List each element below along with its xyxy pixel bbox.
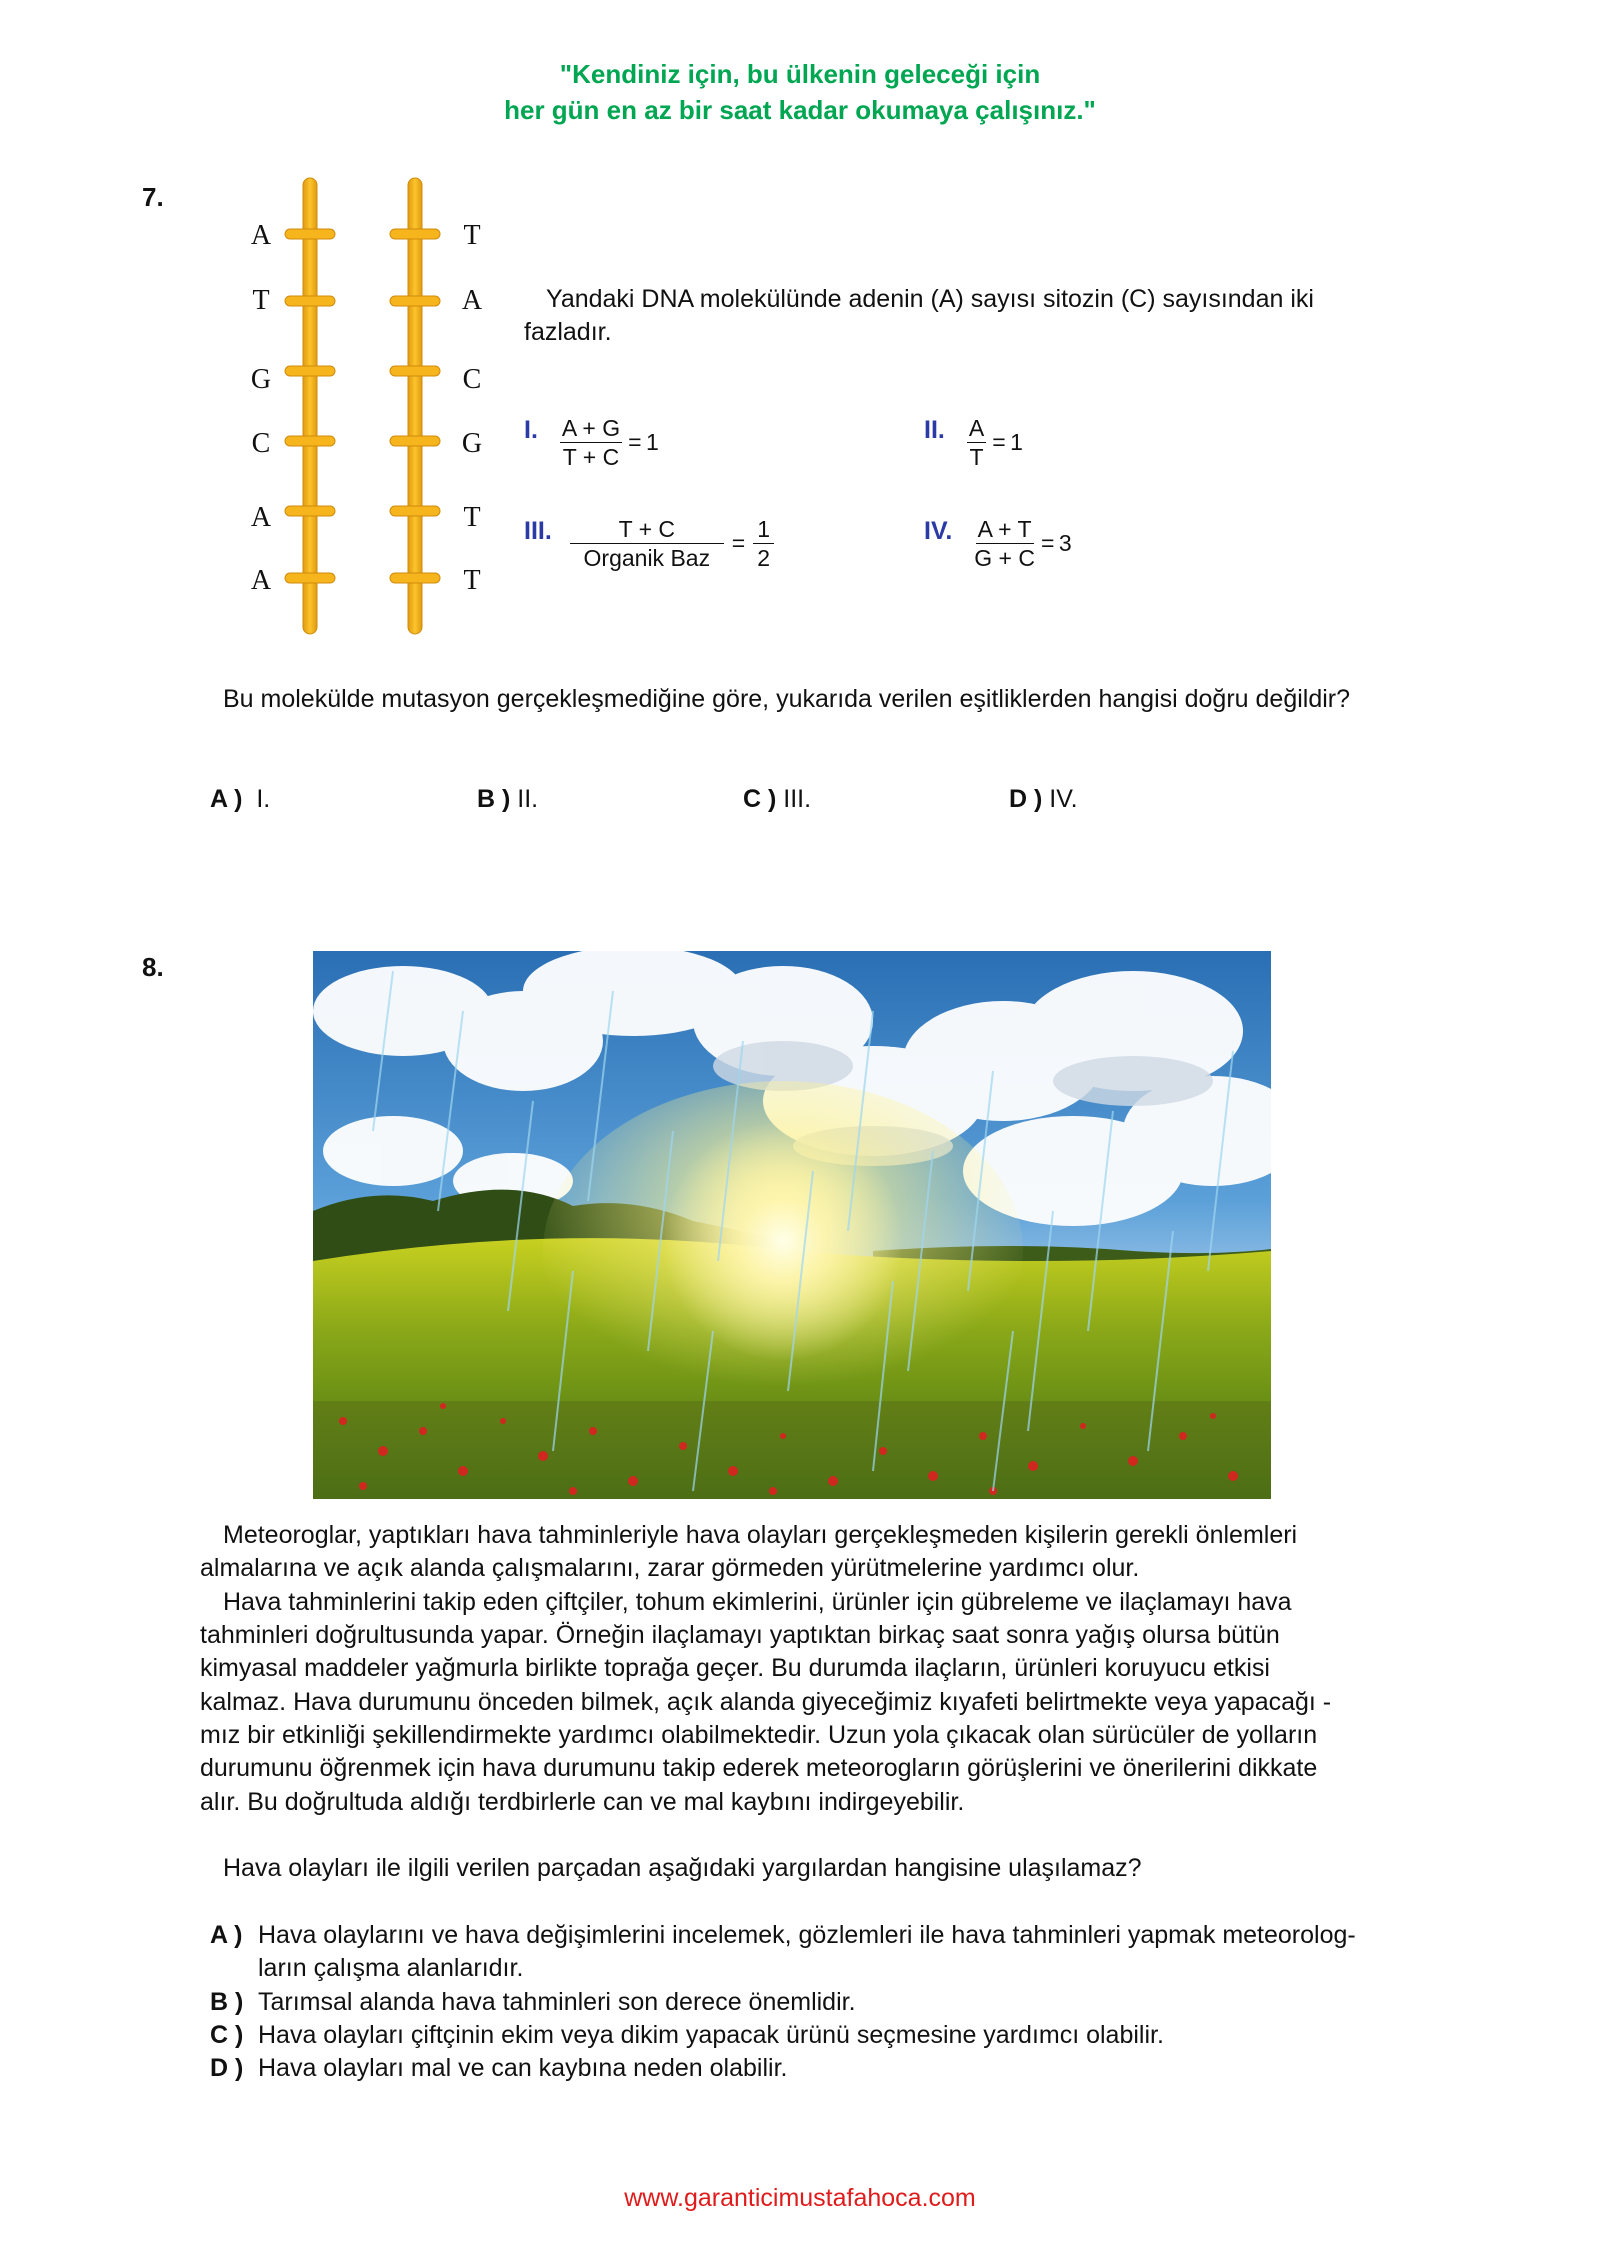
q8-question: Hava olayları ile ilgili verilen parçadan aşağıdaki yargılardan hangisine ulaşılamaz? bbox=[223, 1854, 1142, 1882]
statement-3-label: III. bbox=[524, 517, 552, 545]
base-left-5: A bbox=[250, 502, 272, 533]
q8-paragraph-line-6: kalmaz. Hava durumunu önceden bilmek, açık alanda giyeceğimiz kıyafeti belirtmekte veya yapacağı - bbox=[200, 1688, 1332, 1716]
base-left-4: C bbox=[251, 428, 271, 459]
base-left-1: A bbox=[250, 220, 272, 251]
statement-4-label: IV. bbox=[924, 517, 953, 545]
q7-intro-line-2: fazladır. bbox=[524, 318, 612, 346]
q8-option-d[interactable]: D ) Hava olayları mal ve can kaybına neden olabilir. bbox=[210, 2054, 788, 2082]
rainy-landscape-image bbox=[313, 951, 1271, 1499]
q7-question: Bu molekülde mutasyon gerçekleşmediğine göre, yukarıda verilen eşitliklerden hangisi doğru değildir? bbox=[223, 685, 1351, 713]
base-left-3: G bbox=[250, 364, 272, 395]
q8-paragraph-line-7: mız bir etkinliği şekillendirmekte yardımcı olabilmektedir. Uzun yola çıkacak olan sürücüler de yolların bbox=[200, 1721, 1318, 1749]
fraction-numerator: A + G bbox=[561, 415, 621, 441]
statement-3-fraction bbox=[570, 515, 724, 572]
q8-paragraph-line-1: Meteoroglar, yaptıkları hava tahminleriyle hava olayları gerçekleşmeden kişilerin gerekli önlemleri bbox=[223, 1521, 1298, 1549]
q8-option-c[interactable]: C ) Hava olayları çiftçinin ekim veya dikim yapacak ürünü seçmesine yardımcı olabilir. bbox=[210, 2021, 1164, 2049]
statement-3-equals: = bbox=[731, 530, 746, 556]
fraction-numerator: A bbox=[968, 415, 985, 441]
statement-2-fraction bbox=[967, 414, 986, 471]
statement-2-equation: = 1 bbox=[992, 429, 1023, 455]
question-8-number: 8. bbox=[142, 952, 164, 982]
fraction-denominator: Organik Baz bbox=[583, 545, 711, 571]
q7-option-b[interactable]: B ) II. bbox=[477, 785, 539, 813]
statement-4-equation: = 3 bbox=[1041, 530, 1072, 556]
q7-option-a[interactable]: A ) I. bbox=[210, 785, 271, 813]
q8-paragraph-line-8: durumunu öğrenmek için hava durumunu takip ederek meteorogların görüşlerini ve önerilerini dikkate bbox=[200, 1754, 1318, 1782]
base-right-6: T bbox=[463, 565, 481, 596]
q7-option-c[interactable]: C ) III. bbox=[743, 785, 812, 813]
q7-option-d[interactable]: D ) IV. bbox=[1009, 785, 1078, 813]
q8-paragraph-line-5: kimyasal maddeler yağmurla birlikte toprağa geçer. Bu durumda ilaçların, ürünleri koruyucu etkisi bbox=[200, 1654, 1270, 1682]
q8-paragraph-line-9: alır. Bu doğrultuda aldığı terdbirlerle can ve mal kaybını indirgeyebilir. bbox=[200, 1788, 965, 1816]
base-right-3: C bbox=[462, 364, 482, 395]
statement-3-rhs-fraction bbox=[753, 515, 774, 572]
statement-1-label: I. bbox=[524, 416, 538, 444]
q8-option-b[interactable]: B ) Tarımsal alanda hava tahminleri son derece önemlidir. bbox=[210, 1988, 856, 2016]
fraction-denominator: T bbox=[969, 444, 984, 470]
statement-1-fraction bbox=[560, 414, 622, 471]
fraction-numerator: T + C bbox=[570, 515, 724, 544]
q8-paragraph-line-2: almalarına ve açık alanda çalışmalarını, zarar görmeden yürütmelerine yardımcı olur. bbox=[200, 1554, 1140, 1582]
left-strand bbox=[303, 178, 317, 634]
statement-2 bbox=[924, 414, 1023, 471]
motto-line-2: her gün en az bir saat kadar okumaya çalışınız." bbox=[504, 95, 1096, 125]
statement-4-fraction bbox=[974, 515, 1035, 572]
fraction-denominator: T + C bbox=[562, 444, 620, 470]
fraction-denominator: G + C bbox=[974, 545, 1035, 571]
base-right-2: A bbox=[461, 285, 483, 316]
fraction-denominator: 2 bbox=[757, 545, 771, 571]
fraction-numerator: A + T bbox=[977, 516, 1032, 542]
q8-paragraph-line-4: tahminleri doğrultusunda yapar. Örneğin ilaçlamayı yaptıktan birkaç saat sonra yağış olursa bütün bbox=[200, 1621, 1280, 1649]
base-left-6: A bbox=[250, 565, 272, 596]
question-7-number: 7. bbox=[142, 182, 164, 212]
q8-option-a[interactable]: A ) Hava olaylarını ve hava değişimlerini incelemek, gözlemleri ile hava tahminleri yapmak meteorolog- bbox=[210, 1921, 1356, 1949]
base-left-2: T bbox=[252, 285, 270, 316]
statement-1-equation: = 1 bbox=[628, 429, 659, 455]
base-right-1: T bbox=[463, 220, 481, 251]
statement-1 bbox=[524, 414, 659, 471]
base-right-5: T bbox=[463, 502, 481, 533]
base-right-4: G bbox=[461, 428, 483, 459]
statement-4 bbox=[924, 515, 1072, 572]
footer-website-link[interactable]: www.garanticimustafahoca.com bbox=[624, 2184, 976, 2212]
statement-3 bbox=[524, 515, 774, 572]
q7-intro-line-1: Yandaki DNA molekülünde adenin (A) sayısı sitozin (C) sayısından iki bbox=[546, 285, 1314, 313]
fraction-numerator: 1 bbox=[753, 515, 774, 544]
statement-2-label: II. bbox=[924, 416, 945, 444]
q8-option-a-continued: ların çalışma alanlarıdır. bbox=[258, 1954, 524, 1982]
dna-molecule-diagram bbox=[270, 172, 470, 642]
q8-paragraph-line-3: Hava tahminlerini takip eden çiftçiler, tohum ekimlerini, ürünler için gübreleme ve ilaçlamayı hava bbox=[223, 1588, 1292, 1616]
motto-line-1: "Kendiniz için, bu ülkenin geleceği için bbox=[559, 59, 1041, 89]
right-strand bbox=[408, 178, 422, 634]
